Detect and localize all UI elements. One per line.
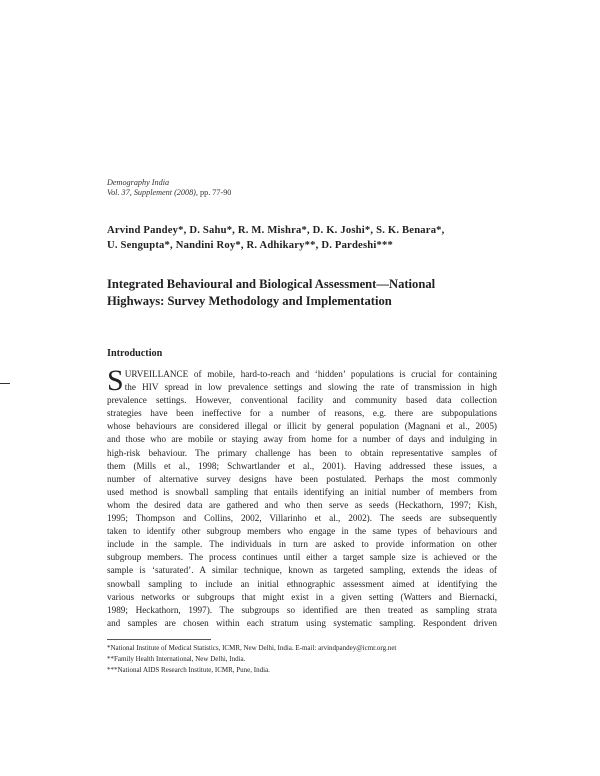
footnote-item: ***National AIDS Research Institute, ICMR, Pune, India. xyxy=(107,665,270,674)
body-line: them (Mills et al., 1998; Schwartlander et al., 2001). Having addressed these issues, a xyxy=(107,460,497,471)
body-line: used method is snowball sampling that entails identifying an initial number of members from xyxy=(107,486,497,497)
title-line-2: Highways: Survey Methodology and Implementation xyxy=(107,294,392,308)
body-line: subgroup members. The process continues until either a target sample size is achieved or the xyxy=(107,552,497,563)
body-line: number of alternative survey designs have been postulated. Perhaps the most commonly xyxy=(107,473,497,484)
body-line: and samples are chosen within each stratum using systematic sampling. Respondent driven xyxy=(107,617,497,628)
paper-title xyxy=(107,276,499,310)
journal-name: Demography India xyxy=(107,178,170,187)
footnotes xyxy=(107,643,396,675)
body-paragraph xyxy=(107,364,497,630)
body-line: include in the sample. The individuals in turn are asked to provide information on other xyxy=(107,539,497,550)
body-line: 1989; Heckathorn, 1997). The subgroups so identified are then treated as sampling strata xyxy=(107,604,497,615)
journal-header xyxy=(107,178,231,198)
body-line: high-risk behaviour. The primary challenge has been to obtain representative samples of xyxy=(107,447,497,458)
body-line: 1995; Thompson and Collins, 2002, Villarinho et al., 2002). The seeds are subsequently xyxy=(107,513,497,524)
drop-cap: S xyxy=(107,364,124,397)
author-line-2: U. Sengupta*, Nandini Roy*, R. Adhikary**, D. Pardeshi*** xyxy=(107,239,394,251)
journal-pages: pp. 77-90 xyxy=(200,188,232,197)
body-line: whose behaviours are considered illegal or illicit by general population (Magnani et al., 2005) xyxy=(107,421,497,432)
body-line: various networks or subgroups that might exist in a given setting (Watters and Biernacki, xyxy=(107,591,497,602)
body-line: prevalence settings. However, conventional facility and community based data collection xyxy=(107,395,497,406)
footnote-item: **Family Health International, New Delhi, India. xyxy=(107,654,246,663)
author-list xyxy=(107,224,493,253)
journal-citation xyxy=(107,188,231,198)
body-line: the HIV spread in low prevalence settings and slowing the rate of transmission in high xyxy=(124,382,497,393)
footnote-divider xyxy=(107,639,211,640)
title-line-1: Integrated Behavioural and Biological Assessment—National xyxy=(107,277,436,291)
body-line: sample is ‘saturated’. A similar technique, known as targeted sampling, extends the ideas of xyxy=(107,565,497,576)
footnote-item: *National Institute of Medical Statistics, ICMR, New Delhi, India. E-mail: arvindpandey@icmr.org.net xyxy=(107,644,397,652)
body-line: URVEILLANCE of mobile, hard-to-reach and ‘hidden’ populations is crucial for containing xyxy=(124,369,497,379)
section-heading: Introduction xyxy=(107,348,163,359)
body-line: whom the desired data are gathered and who then serve as seeds (Heckathorn, 1997; Kish, xyxy=(107,499,497,510)
body-line: and those who are mobile or staying away from home for a number of days and indulging in xyxy=(107,434,497,445)
margin-mark xyxy=(0,383,10,384)
journal-volume: Vol. 37, Supplement (2008), xyxy=(107,188,198,197)
author-line-1: Arvind Pandey*, D. Sahu*, R. M. Mishra*, D. K. Joshi*, S. K. Benara*, xyxy=(107,225,445,236)
body-line: taken to identify other subgroup members who engage in the same types of behaviours and xyxy=(107,526,497,537)
body-line: snowball sampling to include an initial ethnographic assessment aimed at identifying the xyxy=(107,578,497,589)
body-line: strategies have been ineffective for a number of reasons, e.g. there are subpopulations xyxy=(107,408,497,419)
